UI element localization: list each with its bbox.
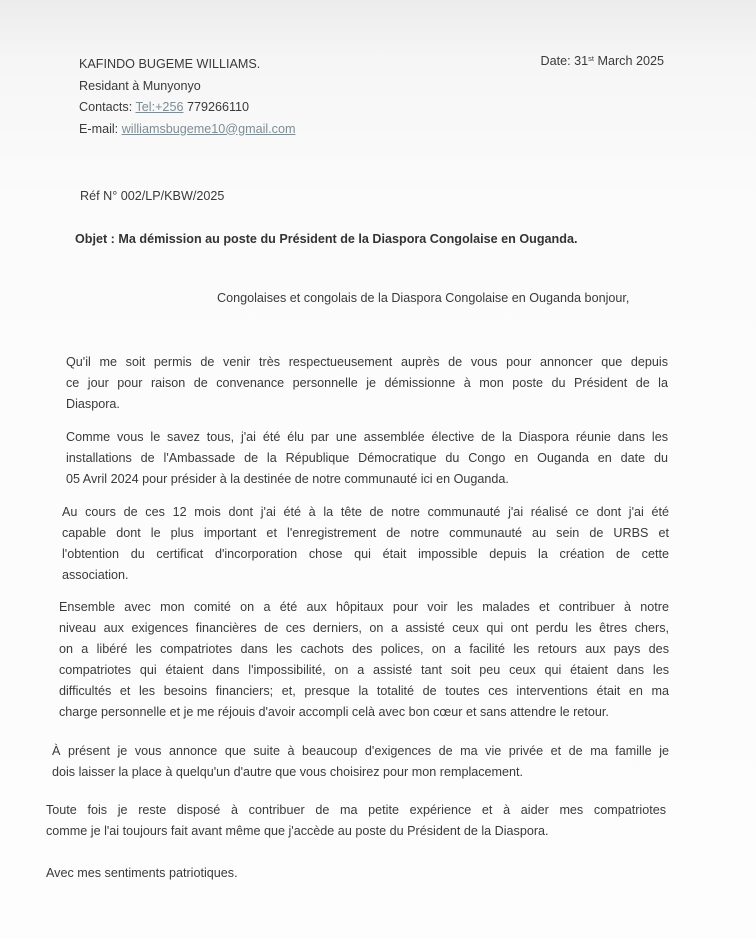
paragraph-line: compatriotes qui étaient dans l'impossibilité, on a assisté tant soit peu ceux qui étaient dans les — [59, 663, 669, 677]
date-suffix: March 2025 — [593, 54, 664, 68]
email-label: E-mail: — [79, 121, 122, 136]
paragraph-line: Diaspora. — [66, 397, 120, 411]
paragraph-line: Au cours de ces 12 mois dont j'ai été à la tête de notre communauté j'ai réalisé ce dont j'ai été — [62, 505, 669, 519]
paragraph-3 — [62, 502, 669, 586]
paragraph-line: Qu'il me soit permis de venir très respectueusement auprès de vous pour annoncer que depuis — [66, 355, 668, 369]
paragraph-line: Ensemble avec mon comité on a été aux hôpitaux pour voir les malades et contribuer à notre — [59, 600, 669, 614]
letter-closing: Avec mes sentiments patriotiques. — [46, 866, 238, 880]
paragraph-line: Toute fois je reste disposé à contribuer de ma petite expérience et à aider mes compatriotes — [46, 803, 666, 817]
letter-greeting: Congolaises et congolais de la Diaspora Congolaise en Ouganda bonjour, — [217, 291, 630, 305]
phone-number: 779266110 — [183, 100, 250, 114]
paragraph-1 — [66, 352, 668, 415]
sender-name: KAFINDO BUGEME WILLIAMS. — [79, 57, 261, 71]
paragraph-5 — [52, 741, 669, 783]
sender-contacts — [79, 97, 295, 119]
reference-number: Réf N° 002/LP/KBW/2025 — [80, 189, 225, 203]
date-prefix: Date: 31 — [540, 54, 589, 68]
paragraph-line: charge personnelle et je me réjouis d'avoir accompli celà avec bon cœur et sans attendre le retour. — [59, 705, 609, 719]
paragraph-line: Comme vous le savez tous, j'ai été élu par une assemblée élective de la Diaspora réunie dans les — [66, 430, 668, 444]
paragraph-line: capable dont le plus important et l'enregistrement de notre communauté au sein de URBS et — [62, 526, 669, 540]
sender-residence: Residant à Munyonyo — [79, 78, 201, 93]
paragraph-line: dois laisser la place à quelqu'un d'autre que vous choisirez pour mon remplacement. — [52, 765, 524, 779]
letter-date — [541, 54, 664, 68]
paragraph-line: niveau aux exigences financières de ces derniers, on a assisté ceux qui ont perdu les êtres chers, — [59, 621, 669, 635]
paragraph-line: on a libéré les compatriotes dans les cachots des polices, on a facilité les retours aux pays des — [59, 642, 669, 656]
contacts-label: Contacts: — [79, 100, 136, 114]
paragraph-line: comme je l'ai toujours fait avant même que j'accède au poste du Président de la Diaspora. — [46, 824, 549, 838]
paragraph-line: 05 Avril 2024 pour présider à la destinée de notre communauté ici en Ouganda. — [66, 472, 509, 486]
paragraph-line: À présent je vous annonce que suite à beaucoup d'exigences de ma vie privée et de ma famille je — [52, 744, 669, 758]
paragraph-2 — [66, 427, 668, 490]
phone-link[interactable]: Tel:+256 — [135, 100, 184, 114]
paragraph-line: installations de l'Ambassade de la République Démocratique du Congo en Ouganda en date du — [66, 451, 668, 465]
paragraph-line: difficultés et les besoins financiers; et, presque la totalité de toutes ces interventions était en ma — [59, 684, 669, 698]
sender-block — [79, 54, 295, 140]
sender-email — [79, 119, 295, 141]
paragraph-6 — [46, 800, 666, 842]
paragraph-line: association. — [62, 568, 129, 582]
letter-subject: Objet : Ma démission au poste du Président de la Diaspora Congolaise en Ouganda. — [75, 232, 578, 246]
email-link[interactable]: williamsbugeme10@gmail.com — [121, 121, 296, 136]
paragraph-line: ce jour pour raison de convenance personnelle je démissionne à mon poste du Président de la — [66, 376, 668, 390]
paragraph-4 — [59, 597, 669, 723]
date-ordinal: st — [588, 54, 594, 63]
paragraph-line: l'obtention du certificat d'incorporation chose qui était impossible depuis la création de cette — [62, 547, 669, 561]
